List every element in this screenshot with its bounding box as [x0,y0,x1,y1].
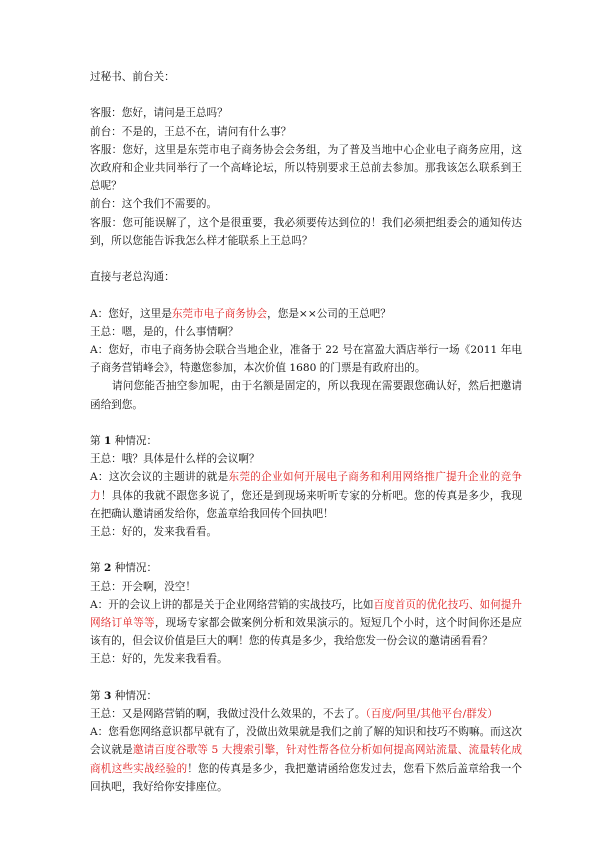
dialogue-line: A：您好，市电子商务协会联合当地企业，准备于 22 号在富盈大酒店举行一场《2011 年电子商务营销峰会》，特邀您参加，本次价值 1680 的门票是有政府出的。 [90,344,522,375]
dialogue-line: 前台：不是的，王总不在，请问有什么事？ [90,125,292,138]
dialogue-line: A：这次会议的主题讲的就是东莞的企业如何开展电子商务和利用网络推广提升企业的竞争力！具体的我就不跟您多说了，您还是到现场来听听专家的分析吧。您的传真是多少，我现在把确认邀请函发给你，您盖章给我回传个回执吧！ [90,471,523,520]
dialogue-line: 王总：好的，发来我看看。 [90,526,218,539]
dialogue-line: 客服：您好，这里是东莞市电子商务协会会务组，为了普及当地中心企业电子商务应用，这次政府和企业共同举行了一个高峰论坛，所以特别要求王总前去参加。那我该怎么联系到王总呢？ [90,143,522,193]
dialogue-line: 客服：您好，请问是王总吗？ [90,107,228,120]
case-heading-3: 第 3 种情况： [90,689,158,702]
dialogue-line: A：开的会议上讲的都是关于企业网络营销的实战技巧，比如百度首页的优化技巧、如何提升网络订单等等，现场专家都会做案例分析和效果演示的。短短几个小时，这个时间你还是应该有的，但会议价值是巨大的啊！您的传真是多少，我给您发一份会议的邀请函看看？ [90,598,523,648]
dialogue-line: A：您看您网络意识都早就有了，没做出效果就是我们之前了解的知识和技巧不购嘛。而这次会议就是邀请百度谷歌等 5 大搜索引擎，针对性帮各位分析如何提高网站流量、流量转化成商机这些实战经验的！您的传真是多少，我把邀请函给您发过去，您看下然后盖章给我一个回执吧，我好给你安排座位。 [90,726,522,793]
dialogue-line: 王总：又是网路营销的啊，我做过没什么效果的，不去了。（百度/阿里/其他平台/群发） [90,708,498,721]
dialogue-line: 王总：好的，先发来我看看。 [90,653,228,666]
dialogue-line: 王总：嗯，是的，什么事情啊？ [90,325,239,338]
document-page [90,68,522,796]
case-heading-1: 第 1 种情况： [90,435,158,447]
highlight-text: （百度/阿里/其他平台/群发） [365,708,498,721]
section-heading-direct: 直接与老总沟通： [90,271,175,284]
case-heading-2: 第 2 种情况： [90,562,158,575]
highlight-text: 邀请百度谷歌等 5 大搜索引擎，针对性帮各位分析如何提高网站流量、流量转化成商机这些实战经验的 [90,744,522,775]
dialogue-line: 请问您能否抽空参加呢，由于名额是固定的，所以我现在需要跟您确认好，然后把邀请函给到您。 [90,380,522,411]
highlight-text: 百度首页的优化技巧、如何提升网络订单等等 [90,598,523,630]
highlight-text: 东莞的企业如何开展电子商务和利用网络推广提升企业的竞争力 [90,471,523,502]
dialogue-line: 前台：这个我们不需要的。 [90,198,218,211]
dialogue-line: 王总：哦？具体是什么样的会议啊？ [90,453,260,466]
dialogue-line: 王总：开会啊，没空！ [90,580,196,593]
section-heading-gatekeeper: 过秘书、前台关： [90,71,175,83]
highlight-text: 东莞市电子商务协会 [171,307,268,320]
dialogue-line: A：您好，这里是东莞市电子商务协会，您是××公司的王总吧？ [90,307,391,320]
dialogue-line: 客服：您可能误解了，这个是很重要，我必须要传达到位的！我们必须把组委会的通知传达到，所以您能告诉我怎么样才能联系上王总吗？ [90,216,522,247]
